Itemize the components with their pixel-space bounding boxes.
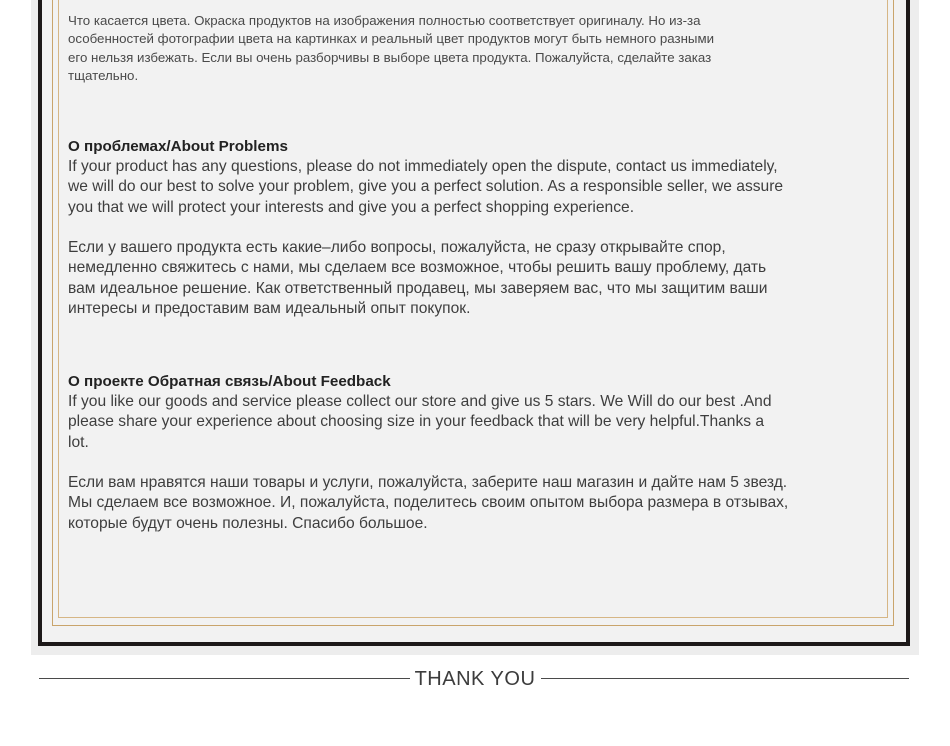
thank-you-footer bbox=[0, 666, 950, 696]
thank-you-text: THANK YOU bbox=[414, 668, 536, 690]
feedback-english-paragraph: If you like our goods and service please collect our store and give us 5 stars. We Will do our best .And please share your experience about choosing size in your feedback that will be very helpful.Thanks a lot. bbox=[68, 393, 772, 451]
problems-russian-paragraph: Если у вашего продукта есть какие–либо вопросы, пожалуйста, не сразу открывайте спор, немедленно свяжитесь с нами, мы сделаем все возможное, чтобы решить вашу проблему, дать вам идеальное решение. Как ответственный продавец, мы заверяем вас, что мы защитим ваши интересы и предоставим вам идеальный опыт покупок. bbox=[68, 239, 768, 317]
color-note-paragraph: Что касается цвета. Окраска продуктов на изображения полностью соответствует оригиналу. Но из-за особенностей фотографии цвета на картинках и реальный цвет продуктов могут быть немного разными его нельзя избежать. Если вы очень разборчивы в выборе цвета продукта. Пожалуйста, сделайте заказ тщательно. bbox=[68, 13, 715, 83]
feedback-heading: О проекте Обратная связь/About Feedback bbox=[68, 373, 391, 390]
feedback-russian-paragraph: Если вам нравятся наши товары и услуги, пожалуйста, заберите наш магазин и дайте нам 5 звезд. Мы сделаем все возможное. И, пожалуйста, поделитесь своим опытом выбора размера в отзывах, которые будут очень полезны. Спасибо большое. bbox=[68, 474, 789, 532]
problems-english-paragraph: If your product has any questions, please do not immediately open the dispute, contact us immediately, we will do our best to solve your problem, give you a perfect solution. As a responsible seller, we assure you that we will protect your interests and give you a perfect shopping experience. bbox=[68, 158, 784, 216]
problems-heading: О проблемах/About Problems bbox=[68, 138, 288, 155]
